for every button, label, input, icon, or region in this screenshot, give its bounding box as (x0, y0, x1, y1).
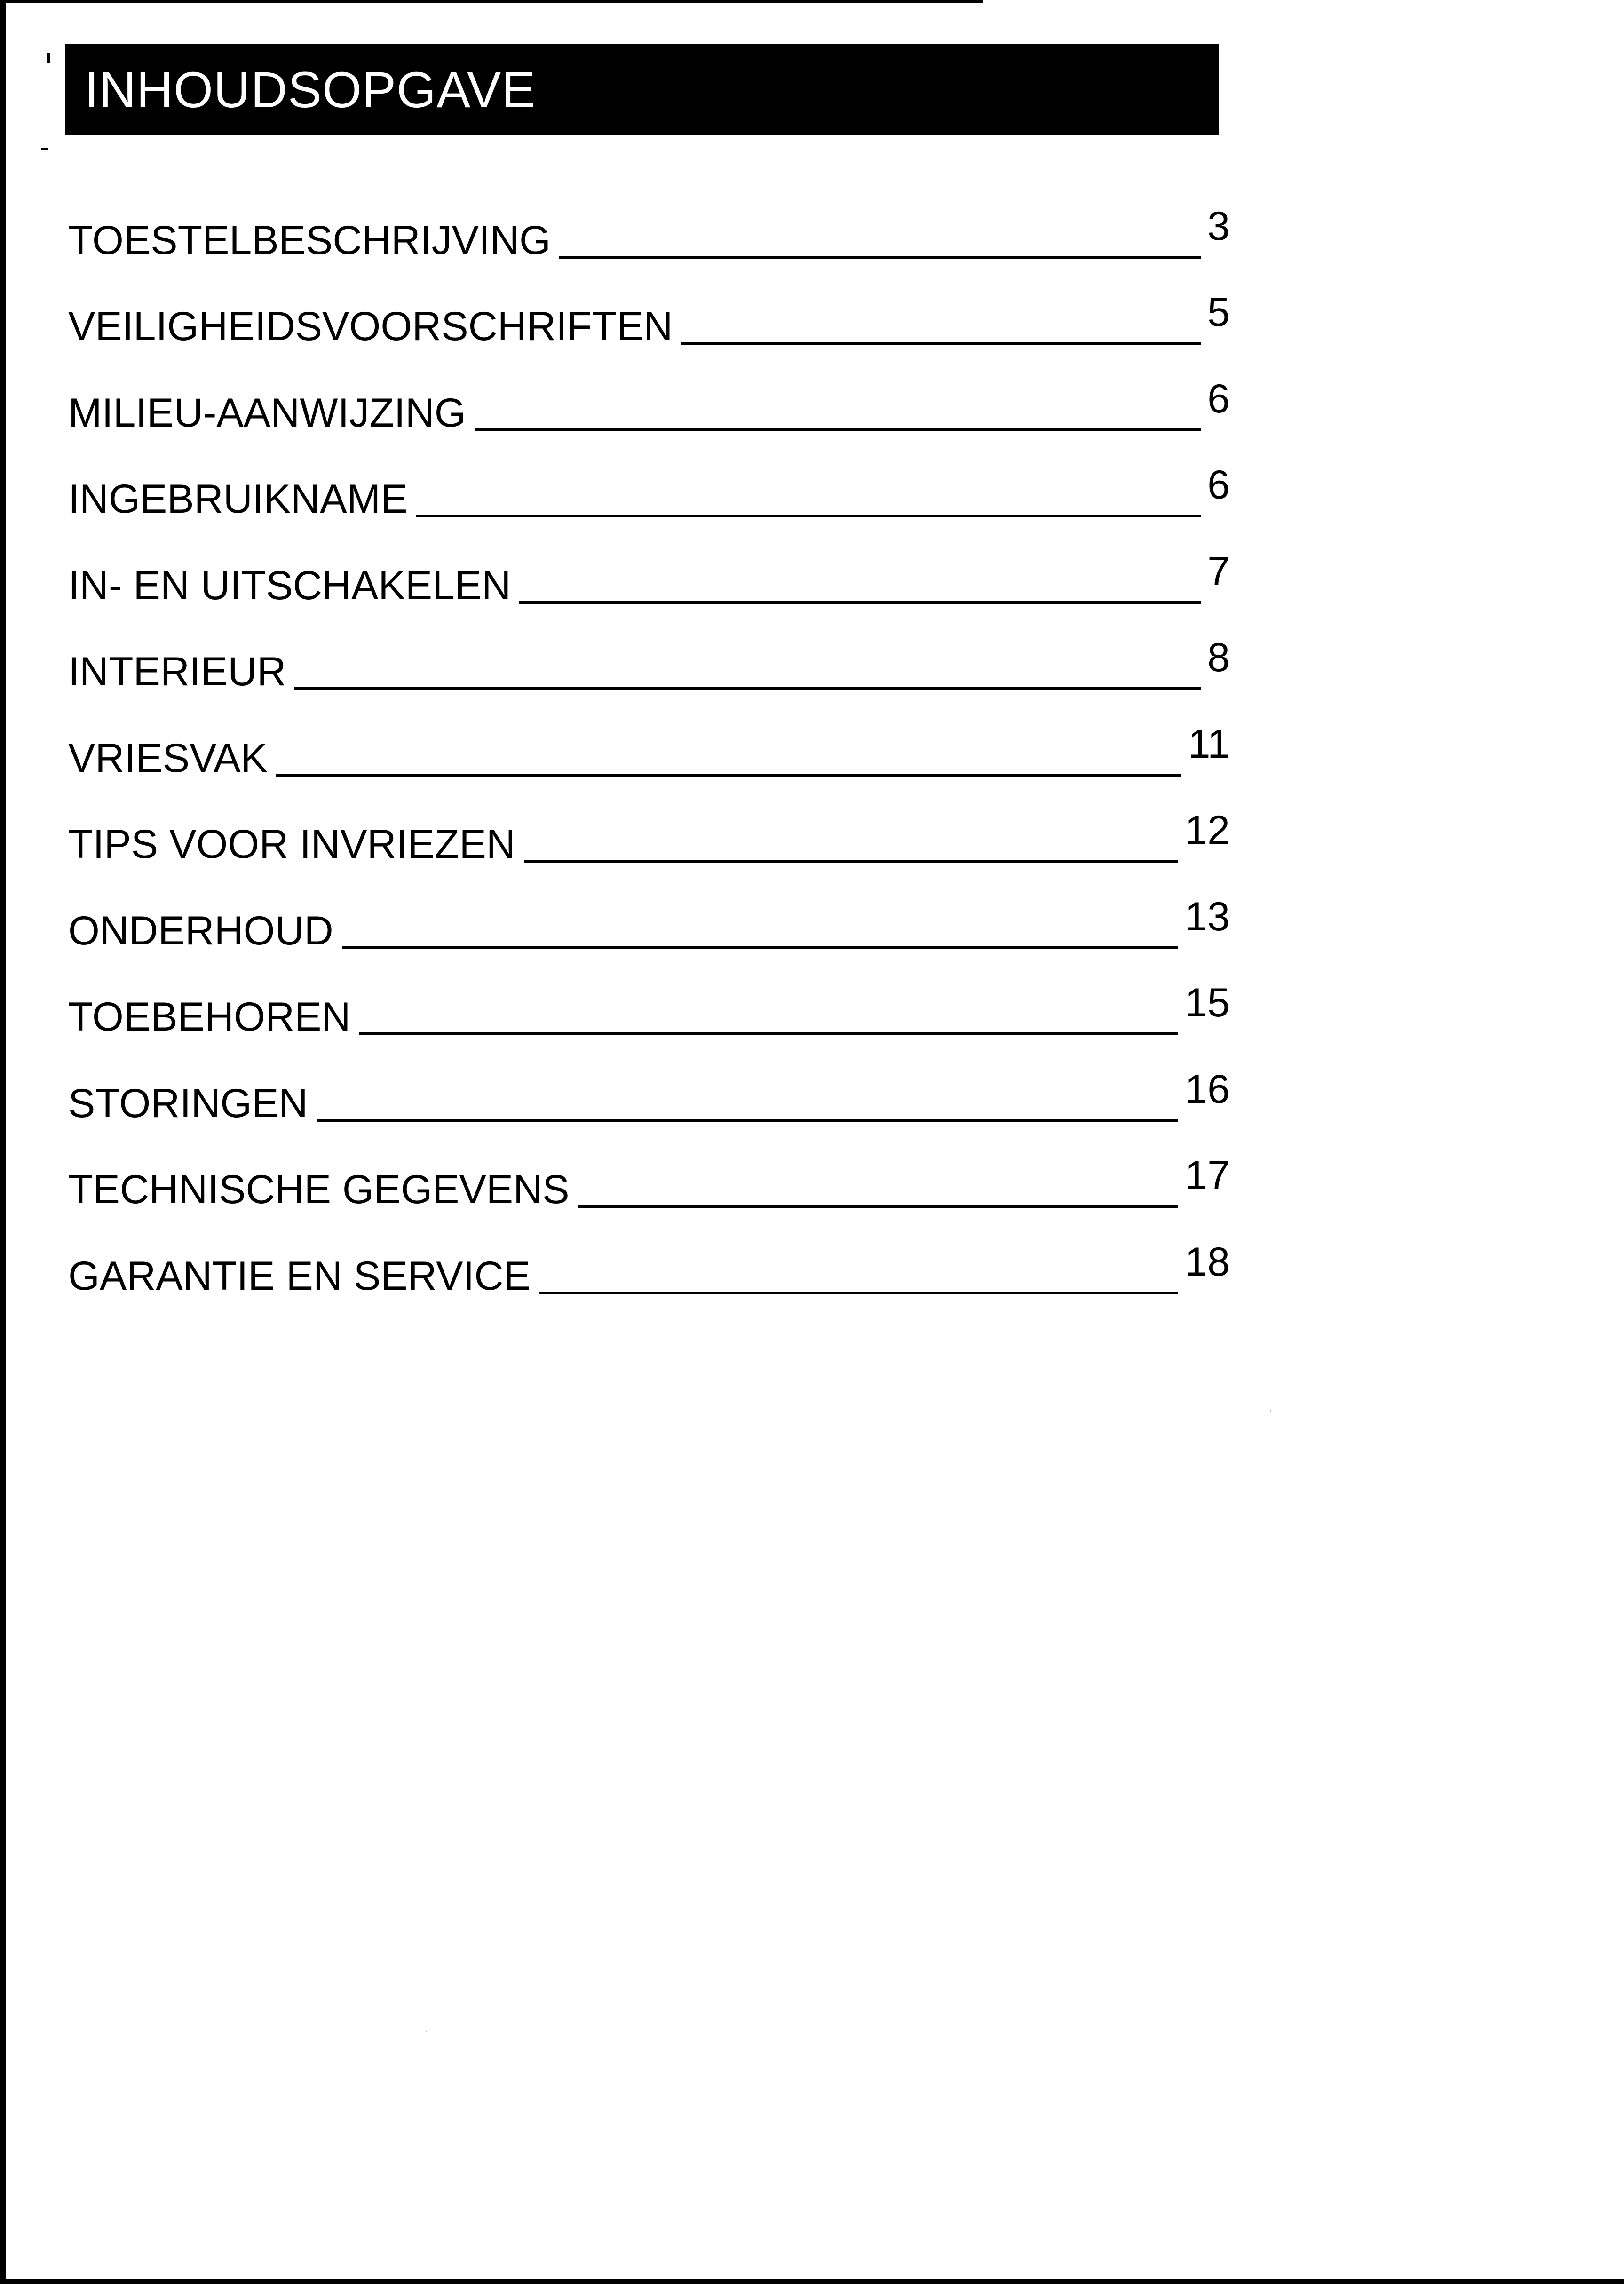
scan-edge-bottom (0, 2279, 1624, 2284)
toc-leader-line (539, 1292, 1178, 1294)
toc-entry-page: 18 (1185, 1239, 1230, 1285)
scan-edge-top (0, 0, 983, 3)
toc-entry[interactable] (68, 606, 1230, 692)
toc-entry[interactable] (68, 692, 1230, 781)
toc-entry-title: INGEBRUIKNAME (68, 476, 408, 522)
toc-entry-title: STORINGEN (68, 1080, 308, 1126)
toc-leader-line (416, 515, 1201, 517)
toc-leader-line (524, 860, 1178, 863)
toc-entry-page: 12 (1185, 808, 1230, 853)
toc-leader-line (342, 946, 1179, 949)
toc-entry[interactable] (68, 519, 1230, 606)
toc-entry[interactable] (68, 433, 1230, 520)
scan-speck (1270, 1410, 1271, 1412)
toc-leader-line (559, 256, 1201, 259)
toc-entry-page: 3 (1207, 203, 1230, 249)
toc-entry-title: GARANTIE EN SERVICE (68, 1253, 531, 1299)
toc-entry-title: VRIESVAK (68, 735, 268, 781)
toc-entry[interactable] (68, 1210, 1230, 1299)
toc-entry-title: TECHNISCHE GEGEVENS (68, 1167, 570, 1212)
toc-entry[interactable] (68, 951, 1230, 1038)
toc-entry-title: IN- EN UITSCHAKELEN (68, 563, 511, 608)
toc-entry[interactable] (68, 1037, 1230, 1124)
heading-bar (65, 44, 1219, 135)
toc-entry-page: 7 (1207, 548, 1230, 594)
scan-speck (426, 2031, 427, 2032)
toc-leader-line (294, 687, 1201, 690)
toc-entry-page: 5 (1207, 290, 1230, 335)
toc-entry-title: TOEBEHOREN (68, 994, 351, 1039)
toc-leader-line (475, 428, 1201, 431)
toc-entry-page: 6 (1207, 376, 1230, 421)
toc-leader-line (681, 342, 1201, 345)
toc-entry-page: 16 (1185, 1066, 1230, 1112)
toc-entry[interactable] (68, 174, 1230, 261)
toc-leader-line (519, 601, 1201, 604)
toc-entry[interactable] (68, 347, 1230, 436)
page-title: INHOUDSOPGAVE (85, 61, 536, 118)
toc-entry-page: 11 (1188, 721, 1230, 767)
table-of-contents (68, 174, 1230, 1299)
toc-entry-title: INTERIEUR (68, 649, 286, 694)
toc-leader-line (359, 1032, 1179, 1035)
toc-leader-line (276, 774, 1181, 777)
toc-entry-page: 13 (1185, 894, 1230, 939)
toc-leader-line (317, 1119, 1179, 1122)
toc-entry[interactable] (68, 261, 1230, 347)
toc-entry-title: ONDERHOUD (68, 908, 333, 953)
toc-entry-title: VEILIGHEIDSVOORSCHRIFTEN (68, 304, 673, 349)
toc-entry[interactable] (68, 1124, 1230, 1210)
scan-edge-left (0, 0, 6, 2284)
toc-entry-page: 17 (1185, 1153, 1230, 1198)
scan-mark (41, 148, 48, 150)
toc-entry-page: 8 (1207, 635, 1230, 680)
toc-entry-title: TOESTELBESCHRIJVING (68, 217, 551, 263)
toc-entry-title: TIPS VOOR INVRIEZEN (68, 822, 515, 867)
toc-entry-title: MILIEU-AANWIJZING (68, 390, 466, 436)
toc-entry-page: 6 (1207, 462, 1230, 508)
toc-entry[interactable] (68, 778, 1230, 865)
scan-mark (47, 53, 50, 63)
toc-leader-line (578, 1205, 1179, 1208)
toc-entry-page: 15 (1185, 980, 1230, 1025)
toc-entry[interactable] (68, 864, 1230, 951)
